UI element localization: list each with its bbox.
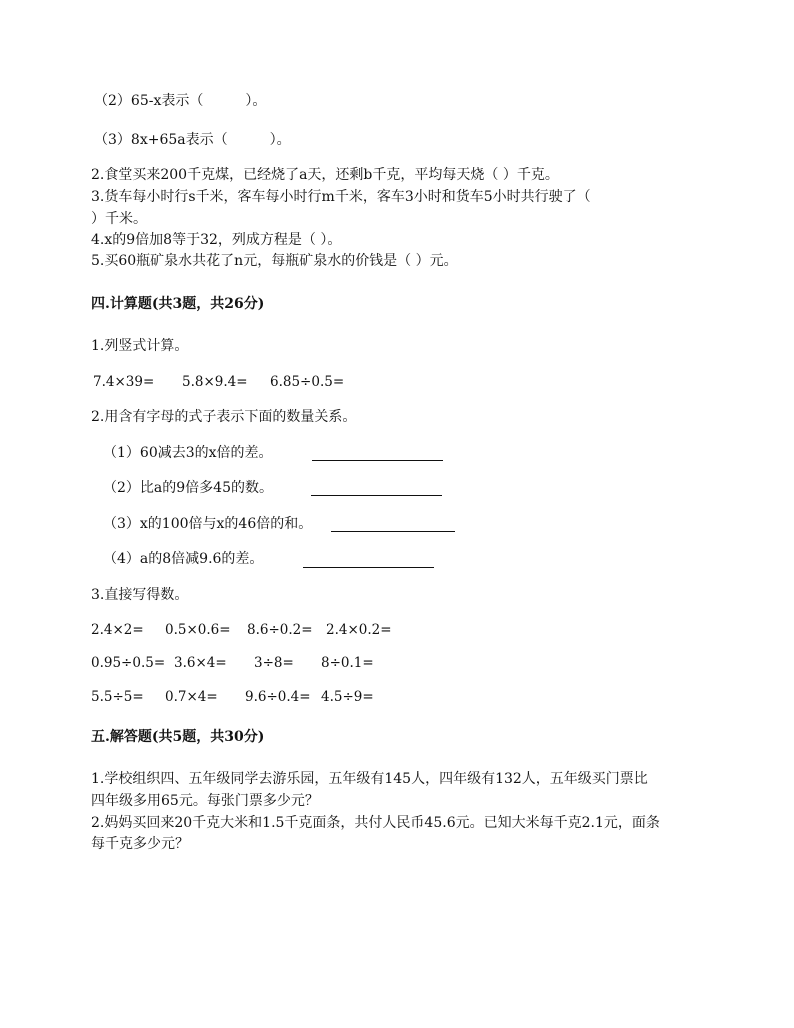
answer-blank-4[interactable] (303, 567, 434, 568)
question-1-2: （2）65-x表示（ ）。 (94, 93, 267, 109)
mental-calc-item: 4.5÷9= (321, 689, 374, 705)
calc-question-1: 1.列竖式计算。 (91, 338, 189, 354)
mental-calc-item: 0.7×4= (165, 689, 218, 705)
expression-item-4: （4）a的8倍减9.6的差。 (103, 551, 264, 567)
mental-calc-item: 8÷0.1= (321, 655, 374, 671)
word-problem-2-line-1: 2.妈妈买回来20千克大米和1.5千克面条，共付人民币45.6元。已知大米每千克2.1元，面条 (91, 815, 660, 831)
mental-calc-item: 3÷8= (254, 655, 294, 671)
mental-calc-item: 8.6÷0.2= (247, 622, 313, 638)
mental-calc-item: 2.4×2= (91, 622, 144, 638)
mental-calc-item: 3.6×4= (174, 655, 227, 671)
vertical-calc-item: 6.85÷0.5= (270, 374, 345, 390)
word-problem-1-line-1: 1.学校组织四、五年级同学去游乐园，五年级有145人，四年级有132人，五年级买门票比 (91, 771, 648, 787)
calc-question-2: 2.用含有字母的式子表示下面的数量关系。 (91, 409, 357, 425)
word-problem-1-line-2: 四年级多用65元。每张门票多少元？ (91, 793, 319, 809)
vertical-calc-item: 5.8×9.4= (182, 374, 248, 390)
expression-item-3: （3）x的100倍与x的46倍的和。 (103, 516, 313, 532)
mental-calc-item: 5.5÷5= (91, 689, 144, 705)
question-3-line-2: ）千米。 (91, 211, 147, 227)
expression-item-2: （2）比a的9倍多45的数。 (103, 480, 273, 496)
word-problem-2-line-2: 每千克多少元？ (91, 836, 189, 852)
question-4: 4.x的9倍加8等于32，列成方程是（ ）。 (91, 232, 342, 248)
answer-blank-3[interactable] (331, 531, 455, 532)
question-3-line-1: 3.货车每小时行s千米，客车每小时行m千米，客车3小时和货车5小时共行驶了（ (91, 189, 591, 205)
expression-item-1: （1）60减去3的x倍的差。 (103, 445, 273, 461)
mental-calc-item: 0.95÷0.5= (91, 655, 166, 671)
question-1-3: （3）8x+65a表示（ ）。 (94, 132, 291, 148)
section-4-heading: 四.计算题(共3题，共26分) (91, 296, 265, 312)
question-2: 2.食堂买来200千克煤，已经烧了a天，还剩b千克，平均每天烧（ ）千克。 (91, 167, 559, 183)
mental-calc-item: 9.6÷0.4= (245, 689, 311, 705)
section-5-heading: 五.解答题(共5题，共30分) (91, 729, 265, 745)
answer-blank-1[interactable] (312, 460, 443, 461)
answer-blank-2[interactable] (311, 495, 442, 496)
calc-question-3: 3.直接写得数。 (91, 587, 189, 603)
mental-calc-item: 0.5×0.6= (165, 622, 231, 638)
mental-calc-item: 2.4×0.2= (326, 622, 392, 638)
question-5: 5.买60瓶矿泉水共花了n元，每瓶矿泉水的价钱是（ ）元。 (91, 253, 458, 269)
vertical-calc-item: 7.4×39= (93, 374, 155, 390)
